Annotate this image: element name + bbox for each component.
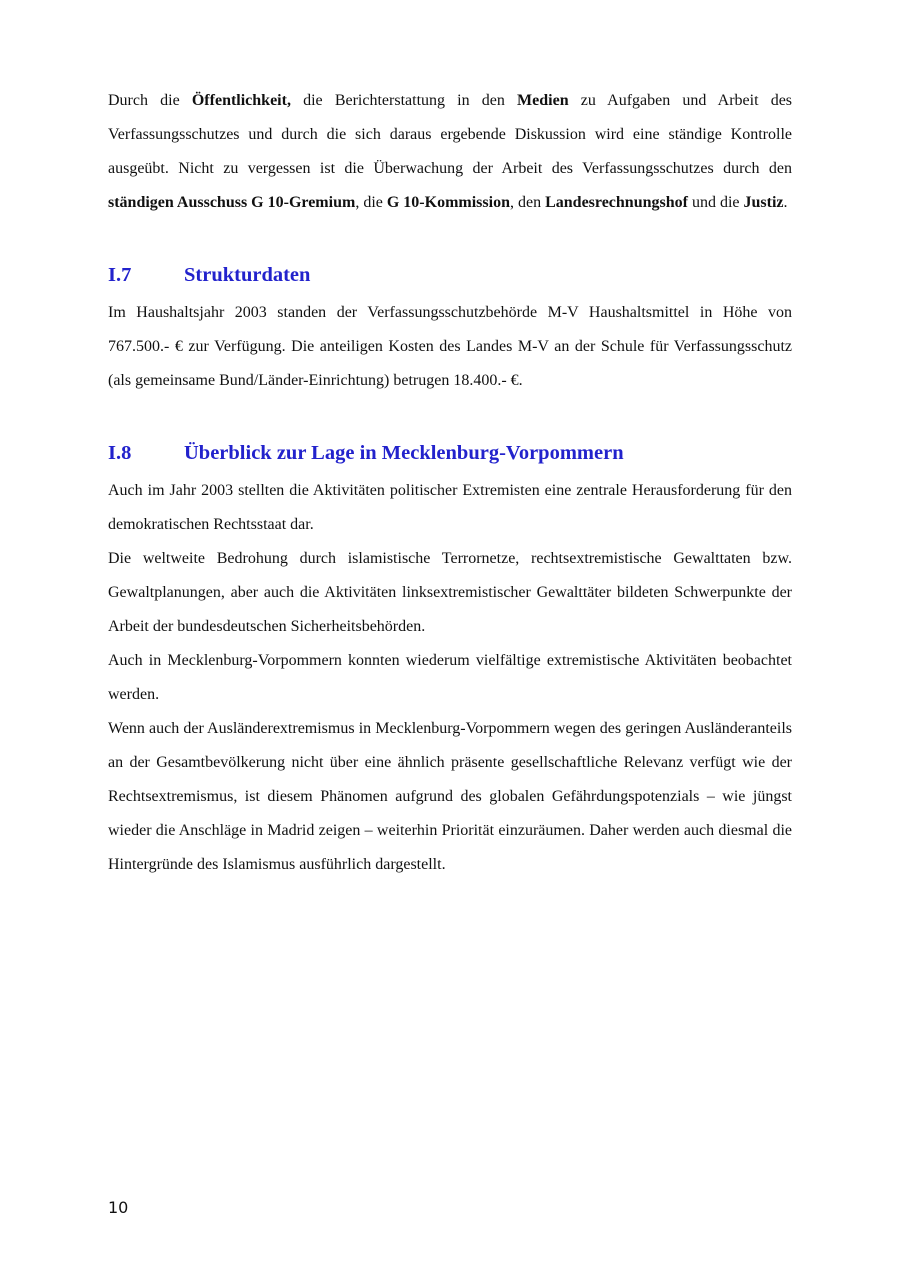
page-number: 10 xyxy=(108,1198,129,1217)
intro-text: die Berichterstattung in den xyxy=(290,92,518,109)
section-number: I.8 xyxy=(108,442,132,464)
section-title: Strukturdaten xyxy=(184,264,311,286)
intro-bold-kommission: G 10-Kommission xyxy=(386,194,510,211)
section-8-paragraph: Wenn auch der Ausländerextremismus in Mecklenburg-Vorpommern wegen des geringen Ausländeranteils an der Gesamtbevölkerung nicht über eine ähnlich präsente gesellschaftliche Relevanz verfügt wie der Rechtsextremismus, ist diesem Phänomen aufgrund des globalen Gefährdungspotenzials – wie jüngst wieder die Anschläge in Madrid zeigen – weiterhin Priorität einzuräumen. Daher werden auch diesmal die Hintergründe des Islamismus ausführlich dargestellt. xyxy=(108,720,792,873)
intro-text: , die xyxy=(355,194,387,211)
section-heading-7 xyxy=(108,258,792,292)
section-title: Überblick zur Lage in Mecklenburg-Vorpommern xyxy=(184,442,624,464)
section-heading-8 xyxy=(108,436,792,470)
section-number: I.7 xyxy=(108,264,132,286)
intro-text: zu Aufgaben und Arbeit des Verfassungsschutzes und durch die sich daraus ergebende Diskussion wird eine ständige Kontrolle ausgeübt. Nicht zu vergessen ist die Überwachung der Arbeit des Verfassungsschutzes durch den xyxy=(108,92,793,177)
intro-text: Durch die xyxy=(108,92,192,109)
intro-text: . xyxy=(783,194,788,211)
intro-bold-oeffentlichkeit: Öffentlichkeit, xyxy=(191,92,291,109)
intro-text: , den xyxy=(509,194,546,211)
intro-paragraph xyxy=(108,84,792,220)
intro-bold-ausschuss: ständigen Ausschuss G 10-Gremium xyxy=(108,194,356,211)
intro-bold-medien: Medien xyxy=(517,92,569,109)
intro-bold-justiz: Justiz xyxy=(743,194,784,211)
intro-text: und die xyxy=(687,194,744,211)
section-8-paragraph: Auch in Mecklenburg-Vorpommern konnten wiederum vielfältige extremistische Aktivitäten beobachtet werden. xyxy=(108,652,792,703)
intro-bold-rechnungshof: Landesrechnungshof xyxy=(545,194,688,211)
page-content xyxy=(108,84,792,882)
section-7-paragraph: Im Haushaltsjahr 2003 standen der Verfassungsschutzbehörde M-V Haushaltsmittel in Höhe von 767.500.- € zur Verfügung. Die anteiligen Kosten des Landes M-V an der Schule für Verfassungsschutz (als gemeinsame Bund/Länder-Einrichtung) betrugen 18.400.- €. xyxy=(108,304,792,389)
section-8-paragraph: Auch im Jahr 2003 stellten die Aktivitäten politischer Extremisten eine zentrale Herausforderung für den demokratischen Rechtsstaat dar. xyxy=(108,482,792,533)
section-8-paragraph: Die weltweite Bedrohung durch islamistische Terrornetze, rechtsextremistische Gewalttaten bzw. Gewaltplanungen, aber auch die Aktivitäten linksextremistischer Gewalttäter bildeten Schwerpunkte der Arbeit der bundesdeutschen Sicherheitsbehörden. xyxy=(108,550,792,635)
